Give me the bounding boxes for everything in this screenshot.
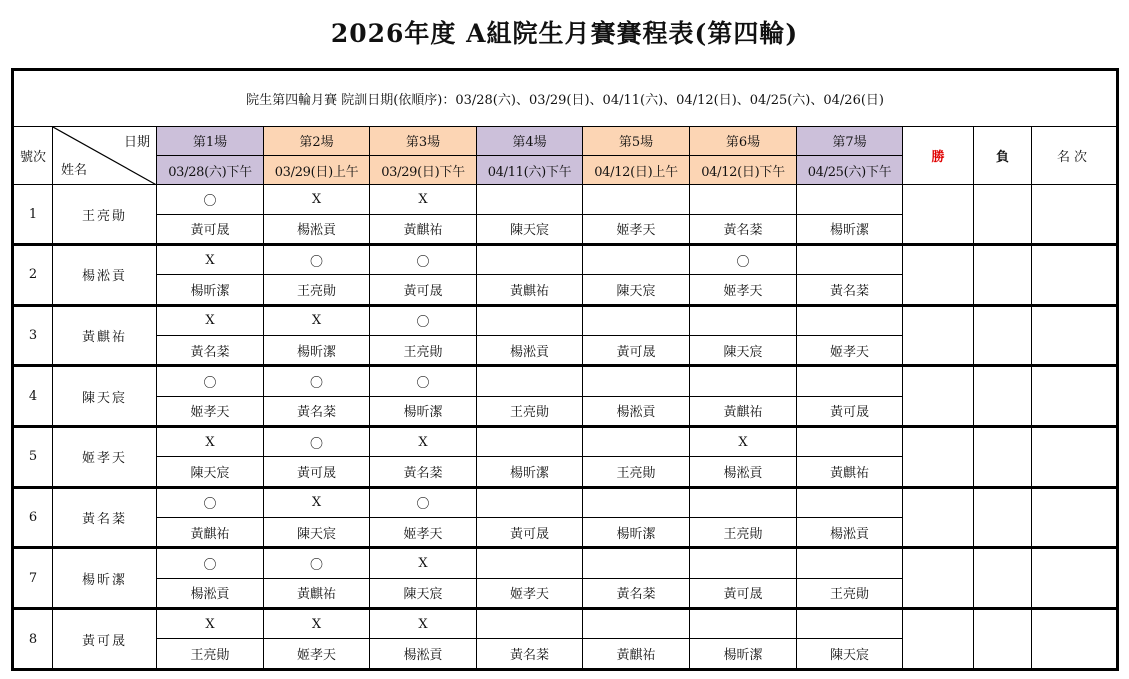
match-result [583, 305, 690, 335]
match-result [797, 305, 903, 335]
round-label: 第6場 [690, 126, 797, 155]
table-row [13, 487, 1118, 517]
win-count [903, 427, 974, 488]
match-result [690, 185, 797, 214]
match-result: 〇 [370, 305, 477, 335]
player-number: 6 [13, 487, 53, 548]
match-result: 〇 [264, 427, 370, 457]
opponent-name: 楊淞貢 [157, 578, 264, 608]
lose-count [974, 427, 1032, 488]
round-date: 04/11(六)下午 [477, 155, 583, 184]
match-result: X [370, 185, 477, 214]
opponent-name: 黃麒祐 [157, 518, 264, 548]
header-date-label: 日期 [123, 134, 150, 150]
round-label: 第4場 [477, 126, 583, 155]
opponent-name: 王亮勛 [477, 396, 583, 426]
match-result: 〇 [157, 548, 264, 578]
opponent-name: 姬孝天 [690, 275, 797, 305]
match-result: X [157, 244, 264, 274]
opponent-name: 姬孝天 [157, 396, 264, 426]
match-result [583, 185, 690, 214]
player-name: 姬孝天 [53, 427, 157, 488]
opponent-name: 黃麒祐 [370, 214, 477, 244]
round-date: 04/12(日)下午 [690, 155, 797, 184]
opponent-name: 黃名棻 [157, 336, 264, 366]
win-count [903, 244, 974, 305]
table-row [13, 185, 1118, 214]
match-result [477, 427, 583, 457]
match-result: 〇 [157, 185, 264, 214]
opponent-name: 陳天宸 [583, 275, 690, 305]
opponent-name: 王亮勛 [583, 457, 690, 487]
match-result [477, 609, 583, 639]
opponent-name: 姬孝天 [797, 336, 903, 366]
match-result: 〇 [264, 366, 370, 396]
lose-count [974, 305, 1032, 366]
header-name-label: 姓名 [61, 163, 88, 179]
rank-value [1032, 548, 1118, 609]
player-number: 3 [13, 305, 53, 366]
header-win: 勝 [903, 126, 974, 185]
page-title: 2026年度 A組院生月賽賽程表(第四輪) [330, 19, 799, 48]
win-count [903, 548, 974, 609]
opponent-name: 楊淞貢 [797, 518, 903, 548]
opponent-name: 楊淞貢 [264, 214, 370, 244]
match-result: 〇 [264, 244, 370, 274]
opponent-name: 楊淞貢 [690, 457, 797, 487]
table-row [13, 305, 1118, 335]
player-name: 楊昕潔 [53, 548, 157, 609]
opponent-name: 黃麒祐 [797, 457, 903, 487]
table-row [13, 609, 1118, 639]
header-lose: 負 [974, 126, 1032, 185]
opponent-name: 王亮勛 [157, 639, 264, 670]
player-name: 黃麒祐 [53, 305, 157, 366]
opponent-name: 楊淞貢 [370, 639, 477, 670]
match-result [477, 366, 583, 396]
match-result: X [157, 609, 264, 639]
player-name: 黃可晟 [53, 609, 157, 670]
opponent-name: 黃麒祐 [583, 639, 690, 670]
header-diagonal [53, 126, 157, 185]
opponent-name: 王亮勛 [370, 336, 477, 366]
match-result [477, 185, 583, 214]
match-result: 〇 [157, 487, 264, 517]
match-result: X [264, 487, 370, 517]
rank-value [1032, 427, 1118, 488]
match-result: X [370, 548, 477, 578]
match-result [797, 427, 903, 457]
rank-value [1032, 244, 1118, 305]
opponent-name: 王亮勛 [264, 275, 370, 305]
opponent-name: 楊昕潔 [797, 214, 903, 244]
match-result [583, 244, 690, 274]
table-row [13, 548, 1118, 578]
player-number: 1 [13, 185, 53, 245]
match-result [690, 305, 797, 335]
opponent-name: 王亮勛 [797, 578, 903, 608]
header-rank: 名次 [1032, 126, 1118, 185]
opponent-name: 陳天宸 [477, 214, 583, 244]
player-number: 8 [13, 609, 53, 670]
opponent-name: 黃可晟 [690, 578, 797, 608]
round-date: 04/25(六)下午 [797, 155, 903, 184]
opponent-name: 黃名棻 [690, 214, 797, 244]
opponent-name: 姬孝天 [477, 578, 583, 608]
table-row [13, 366, 1118, 396]
round-date: 03/28(六)下午 [157, 155, 264, 184]
round-label: 第3場 [370, 126, 477, 155]
match-result: X [264, 305, 370, 335]
opponent-name: 楊昕潔 [264, 336, 370, 366]
opponent-name: 楊淞貢 [583, 396, 690, 426]
opponent-name: 姬孝天 [264, 639, 370, 670]
opponent-name: 楊昕潔 [157, 275, 264, 305]
opponent-name: 姬孝天 [583, 214, 690, 244]
match-result: 〇 [264, 548, 370, 578]
match-result: X [690, 427, 797, 457]
schedule-info: 院生第四輪月賽 院訓日期(依順序)：03/28(六)、03/29(日)、04/11(六)、04/12(日)、04/25(六)、04/26(日) [13, 70, 1118, 127]
match-result [477, 305, 583, 335]
win-count [903, 185, 974, 245]
match-result: X [370, 609, 477, 639]
match-result: X [264, 185, 370, 214]
match-result [797, 366, 903, 396]
opponent-name: 王亮勛 [690, 518, 797, 548]
match-result: X [370, 427, 477, 457]
opponent-name: 黃名棻 [264, 396, 370, 426]
round-date: 03/29(日)上午 [264, 155, 370, 184]
match-result [477, 244, 583, 274]
opponent-name: 楊昕潔 [370, 396, 477, 426]
round-label: 第2場 [264, 126, 370, 155]
opponent-name: 黃名棻 [583, 578, 690, 608]
player-name: 黃名棻 [53, 487, 157, 548]
match-result: X [264, 609, 370, 639]
player-name: 陳天宸 [53, 366, 157, 427]
match-result [690, 609, 797, 639]
match-result: 〇 [370, 366, 477, 396]
lose-count [974, 185, 1032, 245]
table-row [13, 244, 1118, 274]
match-result [583, 487, 690, 517]
lose-count [974, 609, 1032, 670]
opponent-name: 黃可晟 [797, 396, 903, 426]
opponent-name: 楊昕潔 [477, 457, 583, 487]
opponent-name: 陳天宸 [690, 336, 797, 366]
opponent-name: 黃可晟 [157, 214, 264, 244]
match-result [477, 548, 583, 578]
match-result [690, 548, 797, 578]
rank-value [1032, 185, 1118, 245]
round-label: 第1場 [157, 126, 264, 155]
rank-value [1032, 366, 1118, 427]
win-count [903, 305, 974, 366]
match-result [797, 609, 903, 639]
match-result [797, 244, 903, 274]
match-result: 〇 [157, 366, 264, 396]
rank-value [1032, 487, 1118, 548]
opponent-name: 黃可晟 [264, 457, 370, 487]
rank-value [1032, 305, 1118, 366]
table-row [13, 427, 1118, 457]
player-name: 王亮勛 [53, 185, 157, 245]
player-number: 4 [13, 366, 53, 427]
opponent-name: 黃名棻 [370, 457, 477, 487]
match-result [797, 548, 903, 578]
match-result [690, 366, 797, 396]
opponent-name: 楊昕潔 [583, 518, 690, 548]
lose-count [974, 366, 1032, 427]
opponent-name: 黃麒祐 [264, 578, 370, 608]
opponent-name: 楊昕潔 [690, 639, 797, 670]
win-count [903, 366, 974, 427]
match-result [583, 427, 690, 457]
match-result [797, 185, 903, 214]
opponent-name: 姬孝天 [370, 518, 477, 548]
match-result: X [157, 305, 264, 335]
round-date: 04/12(日)上午 [583, 155, 690, 184]
header-no: 號次 [13, 126, 53, 185]
match-result: X [157, 427, 264, 457]
match-result [583, 366, 690, 396]
match-result: 〇 [690, 244, 797, 274]
player-number: 5 [13, 427, 53, 488]
opponent-name: 黃可晟 [370, 275, 477, 305]
rank-value [1032, 609, 1118, 670]
match-result: 〇 [370, 487, 477, 517]
opponent-name: 黃麒祐 [477, 275, 583, 305]
player-number: 7 [13, 548, 53, 609]
schedule-table [11, 68, 1119, 671]
opponent-name: 陳天宸 [157, 457, 264, 487]
round-label: 第7場 [797, 126, 903, 155]
player-number: 2 [13, 244, 53, 305]
round-date: 03/29(日)下午 [370, 155, 477, 184]
round-label: 第5場 [583, 126, 690, 155]
win-count [903, 487, 974, 548]
opponent-name: 黃名棻 [797, 275, 903, 305]
opponent-name: 黃名棻 [477, 639, 583, 670]
opponent-name: 陳天宸 [264, 518, 370, 548]
opponent-name: 楊淞貢 [477, 336, 583, 366]
opponent-name: 陳天宸 [797, 639, 903, 670]
lose-count [974, 487, 1032, 548]
opponent-name: 黃可晟 [583, 336, 690, 366]
lose-count [974, 244, 1032, 305]
match-result: 〇 [370, 244, 477, 274]
match-result [583, 548, 690, 578]
opponent-name: 黃可晟 [477, 518, 583, 548]
opponent-name: 黃麒祐 [690, 396, 797, 426]
match-result [690, 487, 797, 517]
lose-count [974, 548, 1032, 609]
match-result [477, 487, 583, 517]
opponent-name: 陳天宸 [370, 578, 477, 608]
match-result [797, 487, 903, 517]
win-count [903, 609, 974, 670]
match-result [583, 609, 690, 639]
player-name: 楊淞貢 [53, 244, 157, 305]
